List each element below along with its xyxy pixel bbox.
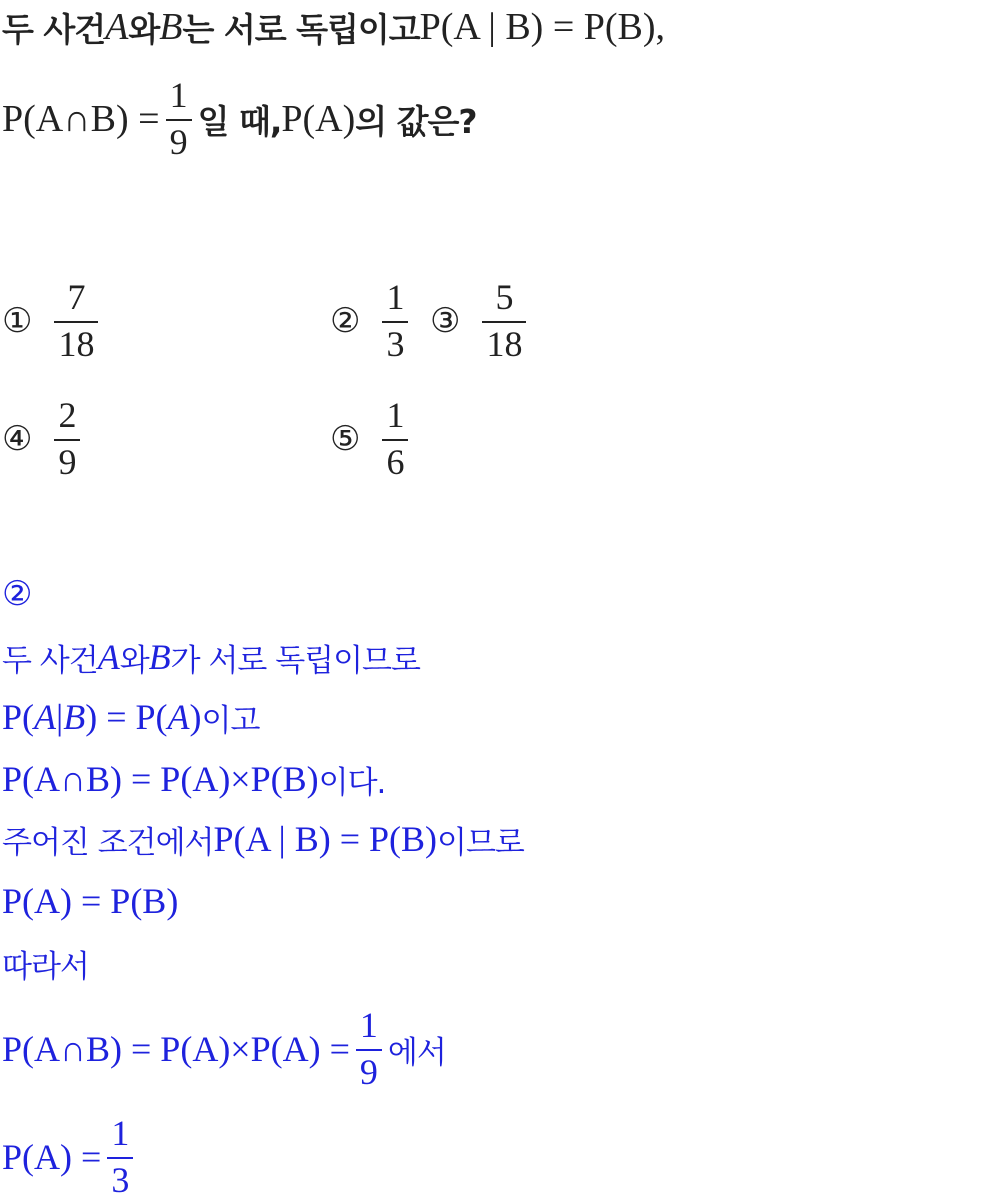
choice-4[interactable] xyxy=(2,396,86,482)
solution-text: 이다. xyxy=(318,764,386,801)
fraction-denominator: 18 xyxy=(486,323,523,364)
choice-number: ④ xyxy=(2,419,33,460)
fraction-denominator: 9 xyxy=(169,121,188,162)
fraction-numerator: 2 xyxy=(58,395,77,435)
solution-text: 이므로 xyxy=(437,824,524,861)
fraction xyxy=(482,278,526,364)
fraction-numerator: 1 xyxy=(386,277,405,317)
choice-number: ③ xyxy=(430,301,461,342)
solution-math: | xyxy=(56,697,64,737)
solution-line-4 xyxy=(2,816,524,862)
solution-line-7 xyxy=(2,1002,446,1096)
solution-line-1 xyxy=(2,634,420,680)
question-text: 는 서로 독립이고 xyxy=(182,9,420,49)
fraction-numerator: 1 xyxy=(359,1004,378,1045)
fraction-bar xyxy=(54,321,98,323)
solution-math: P( xyxy=(2,697,35,737)
fraction-numerator: 5 xyxy=(495,277,514,317)
fraction xyxy=(54,396,80,482)
choice-1[interactable] xyxy=(2,278,104,364)
fraction-numerator: 1 xyxy=(169,74,188,115)
fraction xyxy=(166,76,192,162)
fraction xyxy=(356,1006,382,1092)
variable-a: A xyxy=(97,637,120,677)
solution-line-5 xyxy=(2,878,178,924)
question-text: 두 사건 xyxy=(2,9,106,49)
choice-number: ② xyxy=(330,301,361,342)
fraction-denominator: 6 xyxy=(386,441,405,482)
solution-text: 와 xyxy=(119,642,149,679)
variable-a: A xyxy=(34,697,57,737)
fraction xyxy=(107,1114,133,1200)
fraction-denominator: 18 xyxy=(58,323,95,364)
fraction-numerator: 1 xyxy=(386,395,405,435)
fraction-denominator: 9 xyxy=(58,441,77,482)
question-math: P(A) xyxy=(281,98,356,140)
solution-line-3 xyxy=(2,756,385,802)
choice-number: ① xyxy=(2,301,33,342)
choice-5[interactable] xyxy=(330,396,414,482)
solution-math: ) = P( xyxy=(85,697,168,737)
question-text: 의 값은? xyxy=(355,101,477,141)
solution-line-8 xyxy=(2,1110,139,1204)
fraction-bar xyxy=(166,119,192,121)
fraction-bar xyxy=(482,321,526,323)
choice-3[interactable] xyxy=(430,278,532,364)
question-line-2 xyxy=(2,72,477,166)
variable-a: A xyxy=(105,6,129,48)
question-text: 와 xyxy=(128,9,160,49)
solution-text: 주어진 조건에서 xyxy=(2,824,214,861)
question-math: P(A | B) = P(B), xyxy=(419,6,666,48)
fraction-denominator: 9 xyxy=(359,1051,378,1092)
question-text: 일 때, xyxy=(197,101,282,141)
question-line-1 xyxy=(2,4,665,50)
solution-text: 가 서로 독립이므로 xyxy=(170,642,420,679)
solution-math: P(A | B) = P(B) xyxy=(213,819,438,859)
fraction xyxy=(382,396,408,482)
fraction-bar xyxy=(382,439,408,441)
variable-b: B xyxy=(148,637,171,677)
fraction-denominator: 3 xyxy=(111,1159,130,1200)
solution-text: 에서 xyxy=(387,1034,446,1071)
solution-math: P(A) = xyxy=(2,1137,102,1177)
solution-math: P(A∩B) = P(A)×P(B) xyxy=(2,759,319,799)
solution-line-2 xyxy=(2,694,259,740)
fraction-bar xyxy=(54,439,80,441)
fraction-bar xyxy=(107,1157,133,1159)
fraction xyxy=(382,278,408,364)
variable-a: A xyxy=(167,697,190,737)
choice-2[interactable] xyxy=(330,278,410,364)
variable-b: B xyxy=(159,6,183,48)
choice-number: ⑤ xyxy=(330,419,361,460)
solution-text: 따라서 xyxy=(2,948,89,985)
solution-text: 두 사건 xyxy=(2,642,98,679)
answer-mark: ② xyxy=(2,574,33,614)
solution-text: 이고 xyxy=(201,702,260,739)
solution-line-6 xyxy=(2,940,89,986)
fraction-bar xyxy=(356,1049,382,1051)
fraction xyxy=(54,278,98,364)
question-math: P(A∩B) = xyxy=(2,98,160,140)
fraction-bar xyxy=(382,321,408,323)
fraction-numerator: 7 xyxy=(67,277,86,317)
solution-math: ) xyxy=(189,697,202,737)
variable-b: B xyxy=(63,697,86,737)
solution-math: P(A∩B) = P(A)×P(A) = xyxy=(2,1029,350,1069)
fraction-denominator: 3 xyxy=(386,323,405,364)
fraction-numerator: 1 xyxy=(111,1112,130,1153)
solution-math: P(A) = P(B) xyxy=(2,881,179,921)
